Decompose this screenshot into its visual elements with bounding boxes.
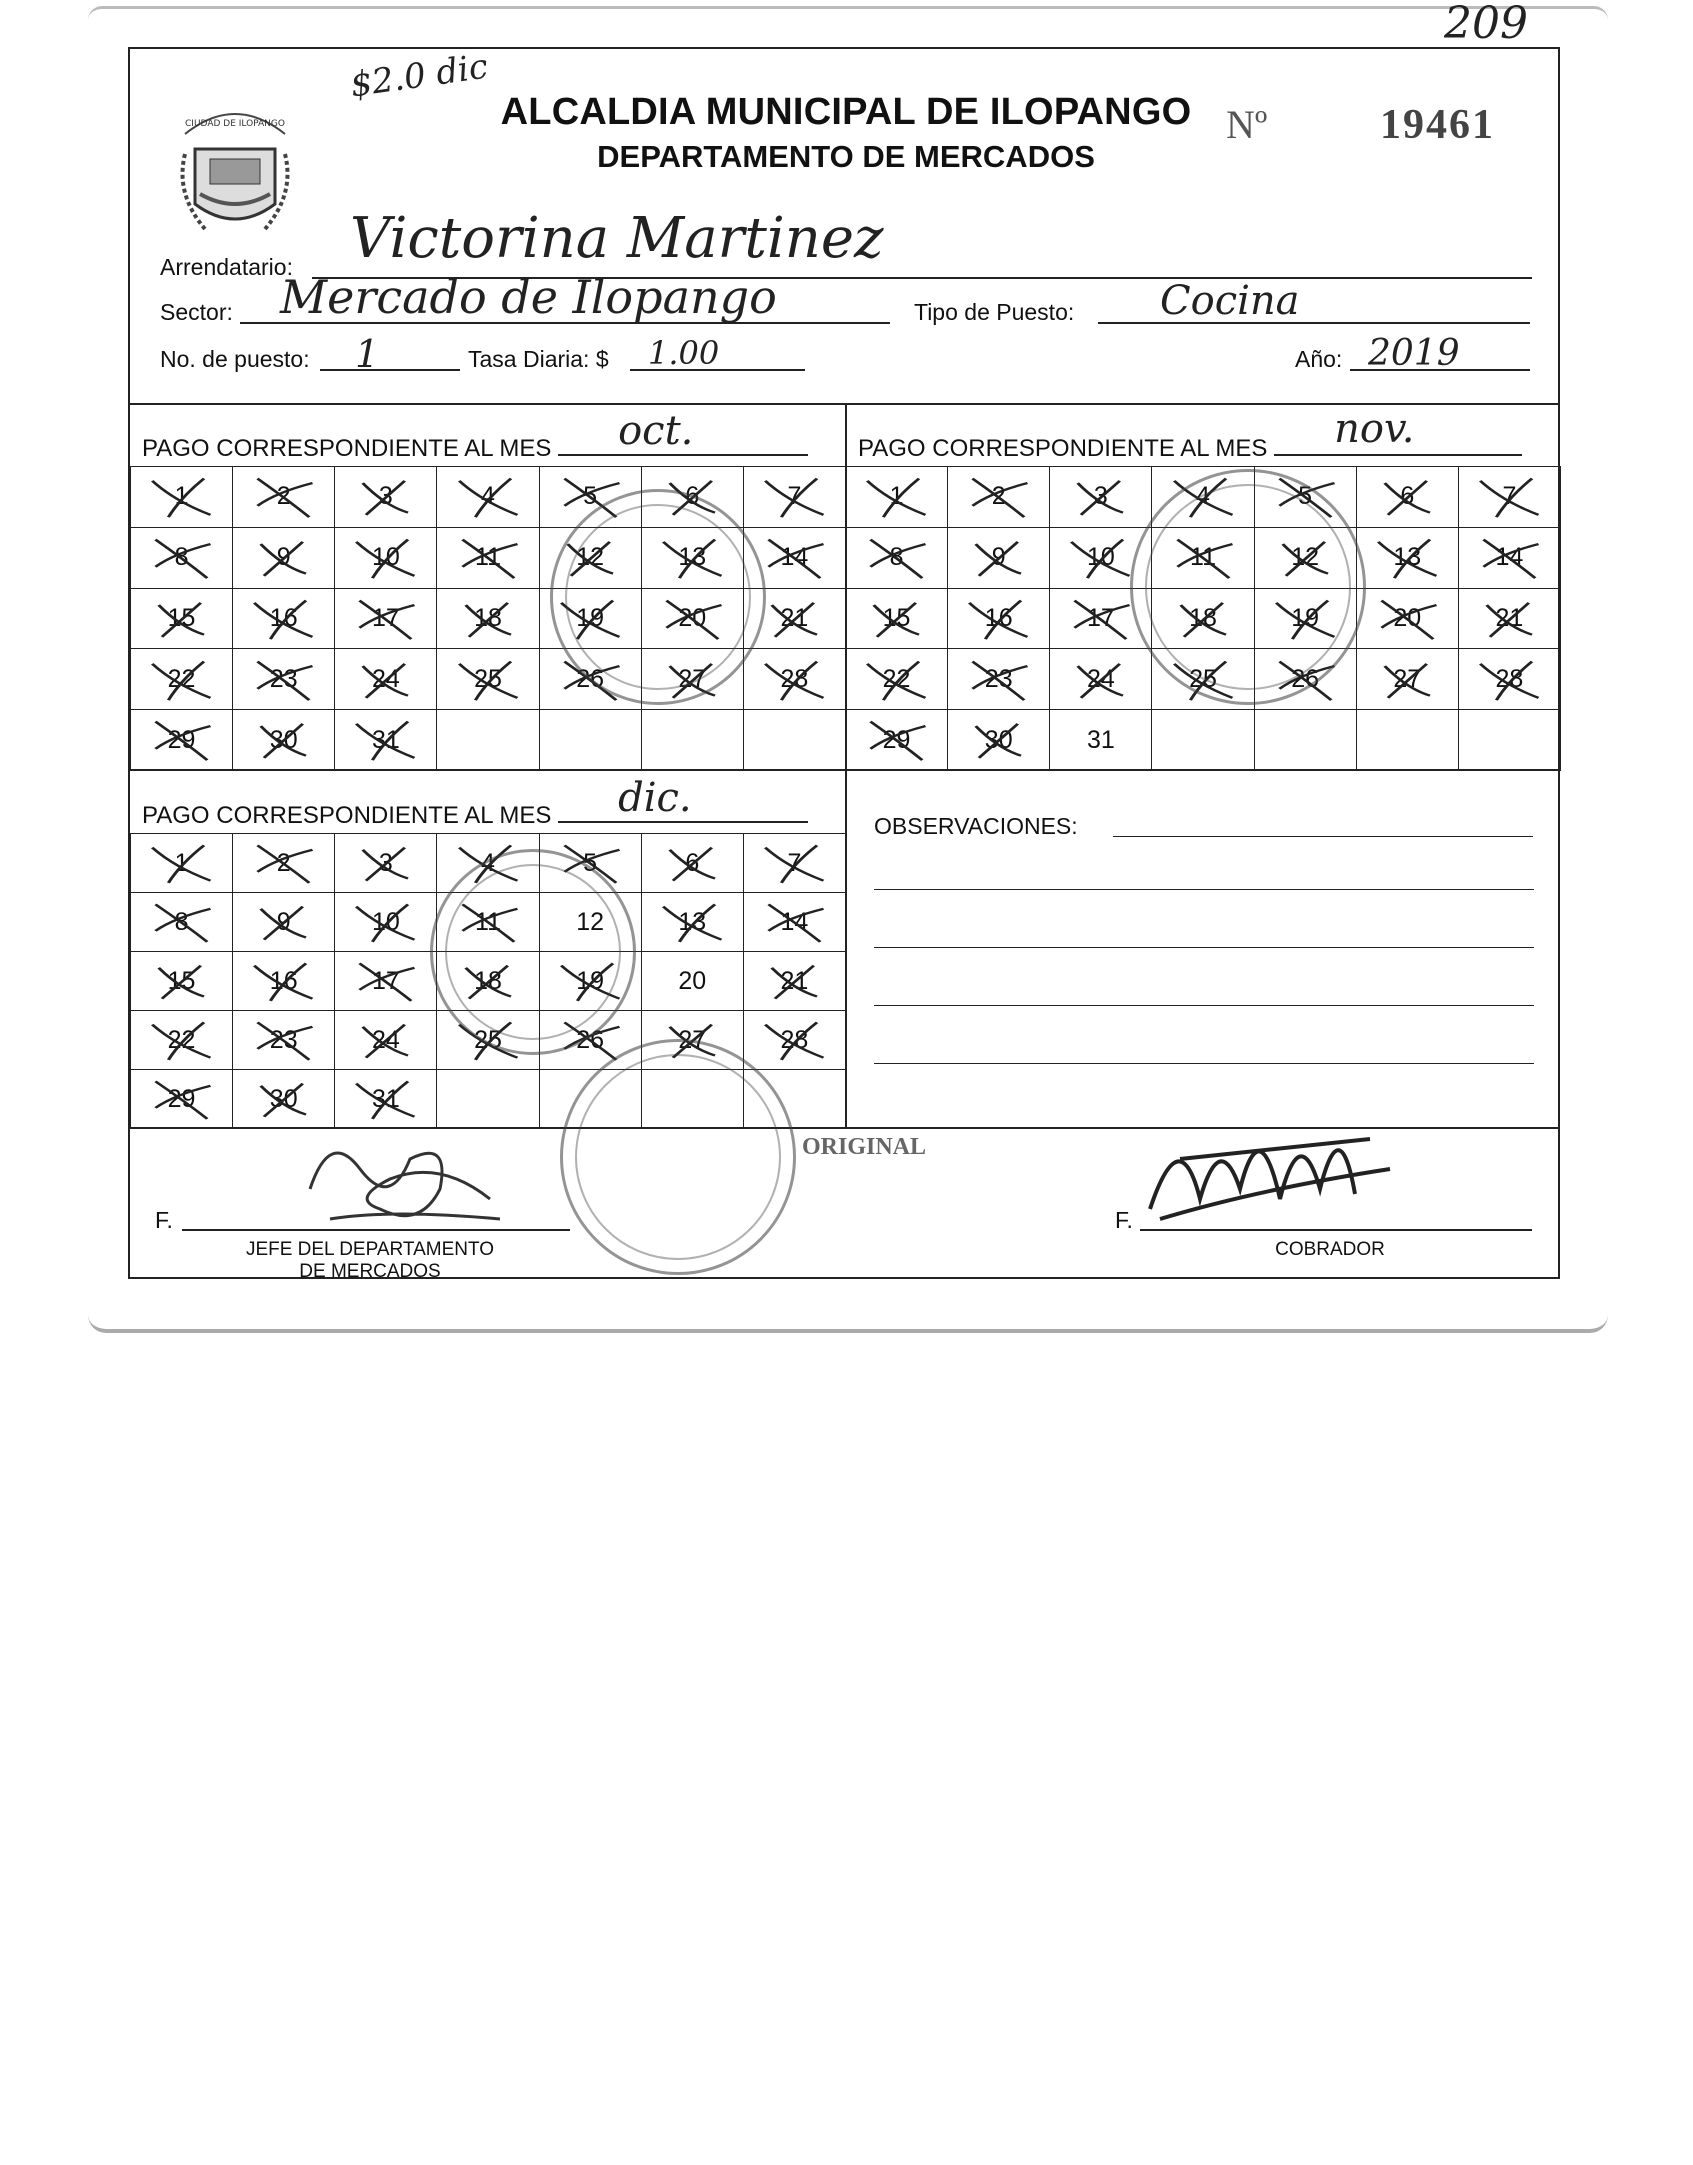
day-number: 6 [685,482,700,511]
paid-check-mark [1477,657,1542,702]
empty-cell [540,710,642,771]
day-number: 17 [1086,603,1115,632]
tipo-puesto-value: Cocina [1160,278,1300,324]
day-cell [948,710,1050,771]
day-cell [948,649,1050,710]
day-number: 16 [984,603,1013,632]
tasa-diaria-value: 1.00 [648,334,720,372]
month-title-dic [142,775,808,830]
day-cell [1357,467,1459,528]
day-number: 8 [174,543,189,572]
paid-check-mark [149,1018,214,1062]
anio-value: 2019 [1368,333,1460,374]
tasa-diaria-label: Tasa Diaria: $ [468,346,609,372]
page-title: ALCALDIA MUNICIPAL DE ILOPANGO [500,91,1192,133]
day-number: 26 [576,664,605,693]
day-number: 19 [576,966,605,995]
paid-check-mark [966,657,1031,702]
day-cell [233,1011,335,1070]
day-number: 22 [167,664,196,693]
paid-check-mark [353,717,418,762]
day-number: 28 [780,1025,809,1054]
day-number: 27 [678,1025,707,1054]
day-cell [335,1011,437,1070]
day-number: 5 [583,848,598,877]
day-cell [846,589,948,650]
paid-check-mark [456,657,521,702]
day-cell [131,952,233,1011]
paid-check-mark [353,1018,418,1062]
month-title-oct [142,408,808,463]
day-number: 5 [1298,482,1313,511]
day-cell [744,1011,846,1070]
day-cell [131,1070,233,1129]
f-label-right: F. [1115,1207,1133,1233]
day-cell [335,834,437,893]
day-number: 15 [167,966,196,995]
day-number: 3 [378,482,393,511]
paid-check-mark [149,1077,214,1121]
day-cell [233,893,335,952]
day-number: 2 [991,482,1006,511]
day-number: 14 [1495,543,1524,572]
original-stamp: ORIGINAL [802,1134,927,1160]
paid-check-mark [149,657,214,702]
day-number: 23 [269,1025,298,1054]
day-number: 4 [481,848,495,877]
month-title-nov [858,406,1522,463]
day-number: 10 [371,543,400,572]
day-cell [846,649,948,710]
empty-cell [1459,710,1561,771]
paid-check-mark [1375,657,1440,702]
paid-check-mark [1477,535,1542,580]
day-cell [642,834,744,893]
day-number: 5 [583,482,598,511]
paid-check-mark [762,596,827,641]
day-number: 17 [371,603,400,632]
paid-check-mark [149,535,214,580]
paid-check-mark [762,535,827,580]
day-number: 29 [167,725,196,754]
day-number: 12 [576,543,605,572]
sector-label: Sector: [160,299,233,325]
paid-check-mark [149,474,214,519]
day-cell [131,710,233,771]
paid-check-mark [864,535,929,580]
day-cell [131,1011,233,1070]
paid-check-mark [353,900,418,944]
day-cell [335,589,437,650]
observaciones-label: OBSERVACIONES: [874,813,1078,839]
arrendatario-label: Arrendatario: [160,254,293,280]
day-number: 29 [167,1084,196,1113]
day-cell [131,834,233,893]
paid-check-mark [149,900,214,944]
receipt-number-label: Nº [1226,102,1268,147]
day-number: 2 [276,848,291,877]
paid-check-mark [456,596,521,641]
jefe-label-line1: JEFE DEL DEPARTAMENTO [245,1239,495,1260]
day-number: 10 [1086,543,1115,572]
day-cell [335,528,437,589]
day-number: 8 [174,907,189,936]
jefe-label [220,1239,520,1283]
f-label-left: F. [155,1207,173,1233]
anio-label: Año: [1295,346,1343,372]
day-cell [1050,710,1152,771]
day-number: 6 [1400,482,1415,511]
paid-check-mark [251,841,316,885]
paid-check-mark [149,596,214,641]
day-number: 27 [678,664,707,693]
paid-check-mark [1068,535,1133,580]
paid-check-mark [966,596,1031,641]
paid-check-mark [149,841,214,885]
market-payment-card [128,46,1560,1282]
day-number: 31 [371,725,400,754]
day-number: 2 [276,482,291,511]
day-cell [846,528,948,589]
paid-check-mark [251,717,316,762]
administration-stamp [1130,469,1366,705]
observaciones-line [874,1063,1534,1064]
day-number: 22 [167,1025,196,1054]
month-value-oct: oct. [618,408,694,454]
observaciones-line [874,947,1534,948]
day-number: 23 [269,664,298,693]
day-number: 26 [1291,664,1320,693]
empty-cell [642,710,744,771]
tipo-puesto-label: Tipo de Puesto: [914,299,1075,325]
day-cell [437,528,539,589]
paid-check-mark [353,535,418,580]
administration-stamp [430,849,636,1055]
day-cell [744,893,846,952]
day-number: 8 [889,543,904,572]
day-number: 20 [678,966,707,995]
day-cell [744,952,846,1011]
signature-line-right [1140,1229,1532,1231]
paid-check-mark [353,959,418,1003]
day-number: 15 [167,603,196,632]
day-cell [1459,589,1561,650]
signature-line-left [182,1229,570,1231]
paid-check-mark [864,657,929,702]
paid-check-mark [1375,474,1440,519]
day-number: 23 [984,664,1013,693]
day-cell [846,710,948,771]
paid-check-mark [1477,474,1542,519]
paid-check-mark [762,841,827,885]
empty-cell [1152,710,1254,771]
paid-check-mark [251,474,316,519]
day-number: 14 [780,543,809,572]
day-number: 14 [780,907,809,936]
day-number: 3 [1093,482,1108,511]
day-number: 9 [991,543,1006,572]
paid-check-mark [864,596,929,641]
paid-check-mark [456,474,521,519]
paid-check-mark [149,959,214,1003]
day-number: 25 [1189,664,1217,693]
day-number: 18 [474,966,502,995]
day-cell [233,589,335,650]
paid-check-mark [762,900,827,944]
day-number: 29 [882,725,911,754]
day-number: 13 [678,543,707,572]
day-number: 1 [174,848,189,877]
paid-check-mark [353,596,418,641]
day-number: 20 [1393,603,1422,632]
day-cell [335,710,437,771]
day-cell [233,649,335,710]
day-number: 28 [780,664,809,693]
paid-check-mark [353,657,418,702]
puesto-value: 1 [355,332,380,376]
day-cell [233,952,335,1011]
paid-check-mark [762,1018,827,1062]
day-number: 9 [276,907,291,936]
paid-check-mark [251,1018,316,1062]
day-number: 28 [1495,664,1524,693]
day-number: 30 [269,725,298,754]
arrendatario-value: Victorina Martinez [350,206,884,271]
corner-annotation: 209 [1444,0,1528,49]
signature-cobrador [1140,1099,1400,1249]
paid-check-mark [762,474,827,519]
day-number: 12 [1291,543,1320,572]
day-cell [131,589,233,650]
paid-check-mark [149,717,214,762]
paid-check-mark [660,841,725,885]
day-cell [642,893,744,952]
day-cell [744,467,846,528]
paid-check-mark [251,959,316,1003]
paid-check-mark [762,657,827,702]
paid-check-mark [1375,535,1440,580]
day-number: 30 [269,1084,298,1113]
day-cell [1357,649,1459,710]
day-cell [744,834,846,893]
paid-check-mark [251,657,316,702]
day-cell [131,649,233,710]
jefe-label-line2: DE MERCADOS [299,1261,441,1282]
day-number: 3 [378,848,393,877]
day-number: 16 [269,966,298,995]
day-cell [233,467,335,528]
day-cell [233,834,335,893]
paid-check-mark [251,900,316,944]
day-number: 10 [371,907,400,936]
day-cell [131,893,233,952]
day-number: 19 [576,603,605,632]
day-cell [233,710,335,771]
day-number: 1 [889,482,904,511]
day-cell [233,528,335,589]
month-label: PAGO CORRESPONDIENTE AL MES [858,435,1268,462]
day-number: 4 [1196,482,1210,511]
day-number: 7 [787,482,802,511]
month-value-nov: nov. [1334,406,1415,452]
day-number: 22 [882,664,911,693]
day-cell [642,952,744,1011]
day-number: 20 [678,603,707,632]
seal-logo-text: CIUDAD DE ILOPANGO [185,119,285,129]
day-number: 7 [787,848,802,877]
day-cell [1050,649,1152,710]
observaciones-line [874,889,1534,890]
day-number: 6 [685,848,700,877]
empty-cell [1357,710,1459,771]
paid-check-mark [864,717,929,762]
day-number: 26 [576,1025,605,1054]
puesto-label: No. de puesto: [160,346,310,372]
day-number: 16 [269,603,298,632]
paid-check-mark [456,535,521,580]
cobrador-label: COBRADOR [1275,1239,1385,1260]
day-cell [1050,467,1152,528]
day-cell [1357,589,1459,650]
paid-check-mark [966,474,1031,519]
paid-check-mark [1068,474,1133,519]
paid-check-mark [864,474,929,519]
day-number: 24 [371,1025,400,1054]
day-number: 21 [1495,603,1524,632]
day-cell [846,467,948,528]
day-number: 11 [475,543,501,572]
empty-cell [437,710,539,771]
day-cell [1459,528,1561,589]
month-label: PAGO CORRESPONDIENTE AL MES [142,435,552,462]
receipt-number: 19461 [1380,102,1495,148]
handwritten-header-note: $2.0 dic [347,46,491,106]
day-number: 31 [371,1084,400,1113]
day-number: 27 [1393,664,1422,693]
day-cell [1459,467,1561,528]
paid-check-mark [251,596,316,641]
day-cell [131,528,233,589]
paid-check-mark [660,900,725,944]
paid-check-mark [1068,657,1133,702]
day-cell [335,467,437,528]
day-number: 1 [174,482,189,511]
day-number: 18 [474,603,502,632]
paid-check-mark [1068,596,1133,641]
day-number: 18 [1189,603,1217,632]
empty-cell [1255,710,1357,771]
paid-check-mark [353,474,418,519]
paid-check-mark [966,717,1031,762]
day-number: 25 [474,1025,502,1054]
day-cell [335,649,437,710]
day-number: 17 [371,966,400,995]
paid-check-mark [251,535,316,580]
signature-jefe [290,1109,530,1249]
administration-stamp [550,489,766,705]
day-cell [335,893,437,952]
day-cell [1357,528,1459,589]
paid-check-mark [353,841,418,885]
observaciones-line [874,1005,1534,1006]
day-cell [335,952,437,1011]
day-cell [437,589,539,650]
paid-check-mark [1477,596,1542,641]
empty-cell [744,710,846,771]
day-number: 25 [474,664,502,693]
day-cell [437,467,539,528]
day-cell [948,528,1050,589]
day-number: 13 [1393,543,1422,572]
day-number: 11 [1190,543,1216,572]
day-number: 30 [984,725,1013,754]
day-number: 31 [1086,725,1115,754]
day-number: 21 [780,603,809,632]
day-number: 11 [475,907,501,936]
page-subtitle: DEPARTAMENTO DE MERCADOS [597,139,1095,174]
day-number: 4 [481,482,495,511]
municipal-stamp [560,1039,796,1275]
day-cell [1459,649,1561,710]
paid-check-mark [762,959,827,1003]
day-cell [131,467,233,528]
day-number: 7 [1502,482,1517,511]
day-number: 19 [1291,603,1320,632]
day-number: 12 [576,907,605,936]
month-value-dic: dic. [618,775,692,821]
puesto-line [320,369,460,371]
day-number: 9 [276,543,291,572]
day-number: 13 [678,907,707,936]
day-number: 21 [780,966,809,995]
day-number: 24 [371,664,400,693]
day-cell [744,649,846,710]
paid-check-mark [966,535,1031,580]
day-number: 15 [882,603,911,632]
observaciones-line [1113,836,1533,837]
paid-check-mark [1375,596,1440,641]
sector-value: Mercado de Ilopango [280,270,777,324]
day-cell [437,649,539,710]
day-cell [948,467,1050,528]
day-number: 24 [1086,664,1115,693]
month-label: PAGO CORRESPONDIENTE AL MES [142,802,552,829]
day-cell [948,589,1050,650]
